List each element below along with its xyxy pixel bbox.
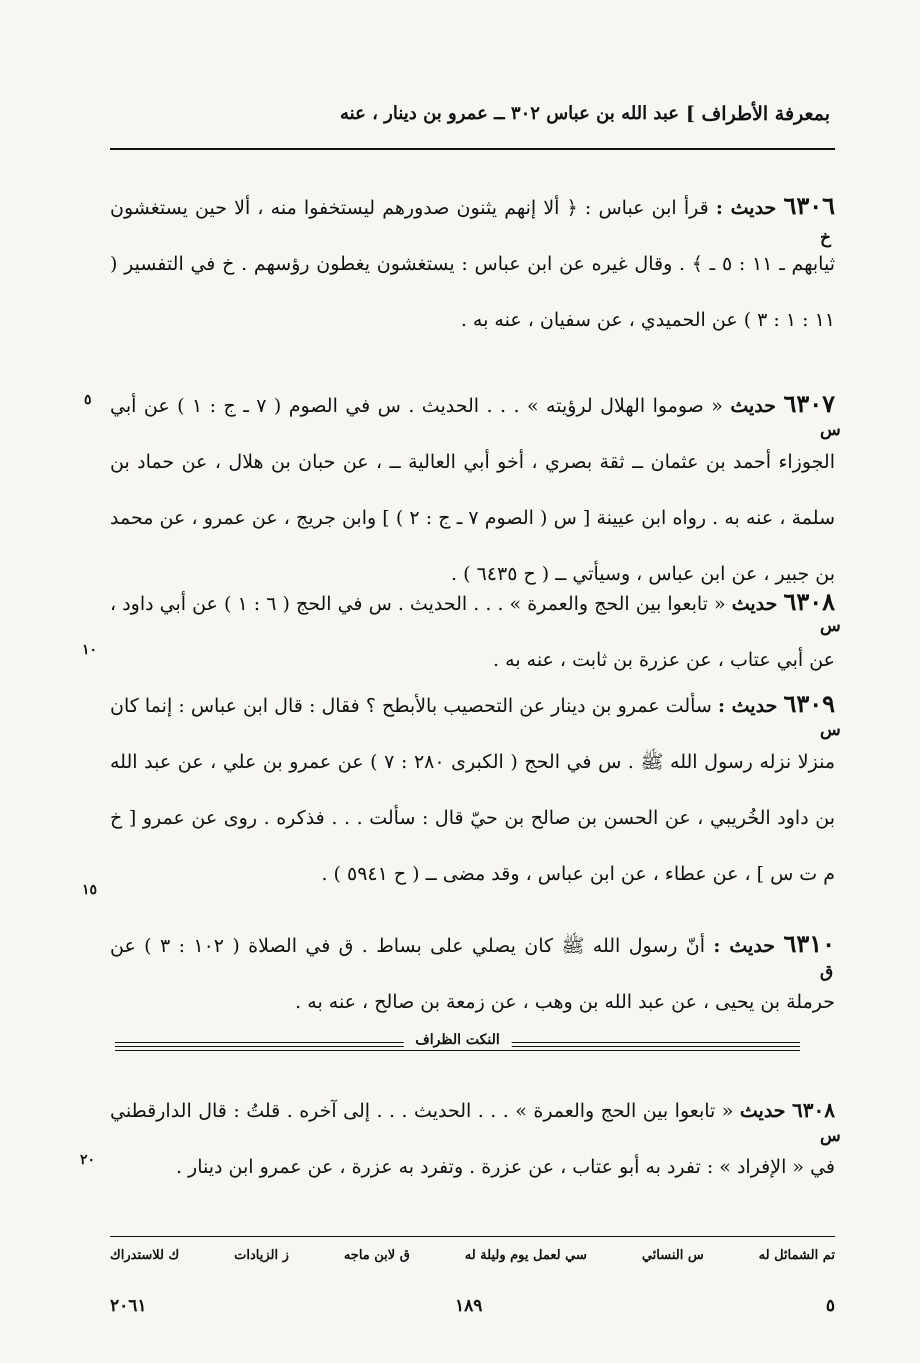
separator-title: النكت الظراف [403,1032,512,1048]
entry-text: « صوموا الهلال لرؤيته » . . . الحديث . س في الصوم ( ٧ ـ ج : ١ ) عن أبي الجوزاء أحمد بن عثمان ــ ثقة بصري ، أخو أبي العالية ــ ، عن حبان بن هلال ، عن حماد بن سلمة ، عنه به . رواه ابن عيينة [ س ( الصوم ٧ ـ ج : ٢ ) ] وابن جريج ، عن عمرو ، عن محمد بن جبير ، عن ابن عباس ، وسيأتي ــ ( ح ٦٤٣٥ ) . [110,395,836,585]
abbr-item: تم الشمائل له [758,1248,835,1263]
entry-number: ٦٣٠٧ [783,389,835,418]
entry-number: ٦٣٠٨ [783,587,835,616]
entry-keyword: حديث : [713,935,776,957]
entry-number: ٦٣٠٩ [783,689,836,718]
entry-siglum: س [820,720,841,740]
entry-siglum: س [820,420,841,440]
entry-number: ٦٣١٠ [783,929,836,958]
abbr-item: ك للاستدراك [110,1248,180,1263]
page-number: ١٨٩ [455,1296,483,1316]
entry-keyword: حديث [730,395,776,417]
abbreviation-key [110,1248,835,1263]
entry-siglum: س [820,1126,841,1146]
entry-text: قرأ ابن عباس : ﴿ ألا إنهم يثنون صدورهم ليستخفوا منه ، ألا حين يستغشون ثيابهم ـ ١١ : ٥ ـ ﴾ . وقال غيره عن ابن عباس : يستغشون يغطون رؤسهم . خ في التفسير ( ١١ : ١ : ٣ ) عن الحميدي ، عن سفيان ، عنه به . [110,197,835,331]
entry-keyword: حديث [739,1100,786,1122]
header-rule [110,148,835,150]
line-number: ٢٠ [80,1152,96,1168]
line-number: ٥ [84,392,92,408]
separator-line [115,1050,800,1051]
abbr-item: س النسائي [641,1248,704,1263]
page-footer [110,1296,835,1320]
line-number: ١٠ [82,642,98,658]
nukat-entry [110,1082,835,1195]
entry-text: سألت عمرو بن دينار عن التحصيب بالأبطح ؟ فقال : قال ابن عباس : إنما كان منزلا نزله رسول الله ﷺ . س في الحج ( الكبرى ٢٨٠ : ٧ ) عن عمرو بن علي ، عن عبد الله بن داود الخُريبي ، عن الحسن بن صالح بن حيّ قال : سألت . . . فذكره . روى عن عمرو [ خ م ت س ] ، عن عطاء ، عن ابن عباس ، وقد مضى ــ ( ح ٥٩٤١ ) . [110,695,835,885]
header-chapter-title: عبد الله بن عباس ٣٠٢ ــ عمرو بن دينار ، عنه [340,103,680,124]
footer-volume-number: ٥ [825,1296,835,1316]
line-number: ١٥ [82,882,98,898]
abbr-item: ز الزيادات [234,1248,289,1263]
footer-serial-number: ٢٠٦١ [110,1296,147,1316]
entry-keyword: حديث : [715,197,777,219]
hadith-entry [110,676,835,902]
entry-siglum: س [820,616,841,636]
hadith-entry [110,574,835,688]
header-section-title: بمعرفة الأطراف ] [685,103,830,125]
entry-text: أنّ رسول الله ﷺ كان يصلي على بساط . ق في الصلاة ( ١٠٢ : ٣ ) عن حرملة بن يحيى ، عن عبد الله بن وهب ، عن زمعة بن صالح ، عنه به . [110,935,835,1013]
entry-siglum: ق [820,962,834,982]
abbr-item: ق لابن ماجه [343,1248,410,1263]
entry-keyword: حديث : [717,695,778,717]
hadith-entry [110,178,835,348]
hadith-entry [110,376,835,602]
entry-keyword: حديث [731,593,778,615]
entry-siglum: خ [820,228,831,248]
entry-text: « تابعوا بين الحج والعمرة » . . . الحديث . س في الحج ( ٦ : ١ ) عن أبي داود ، عن أبي عتاب ، عن عزرة بن ثابت ، عنه به . [110,593,835,671]
entry-number: ٦٣٠٨ [792,1098,835,1122]
hadith-entry [110,916,835,1030]
footer-rule [110,1236,835,1237]
entry-number: ٦٣٠٦ [783,191,836,220]
running-header [110,103,830,143]
nukat-separator [115,1032,800,1056]
abbr-item: سي لعمل يوم وليلة له [464,1248,587,1263]
entry-text: « تابعوا بين الحج والعمرة » . . . الحديث . . . إلى آخره . قلتُ : قال الدارقطني في « الإفراد » : تفرد به أبو عتاب ، عن عزرة . وتفرد به عزرة ، عن عمرو ابن دينار . [110,1100,835,1178]
